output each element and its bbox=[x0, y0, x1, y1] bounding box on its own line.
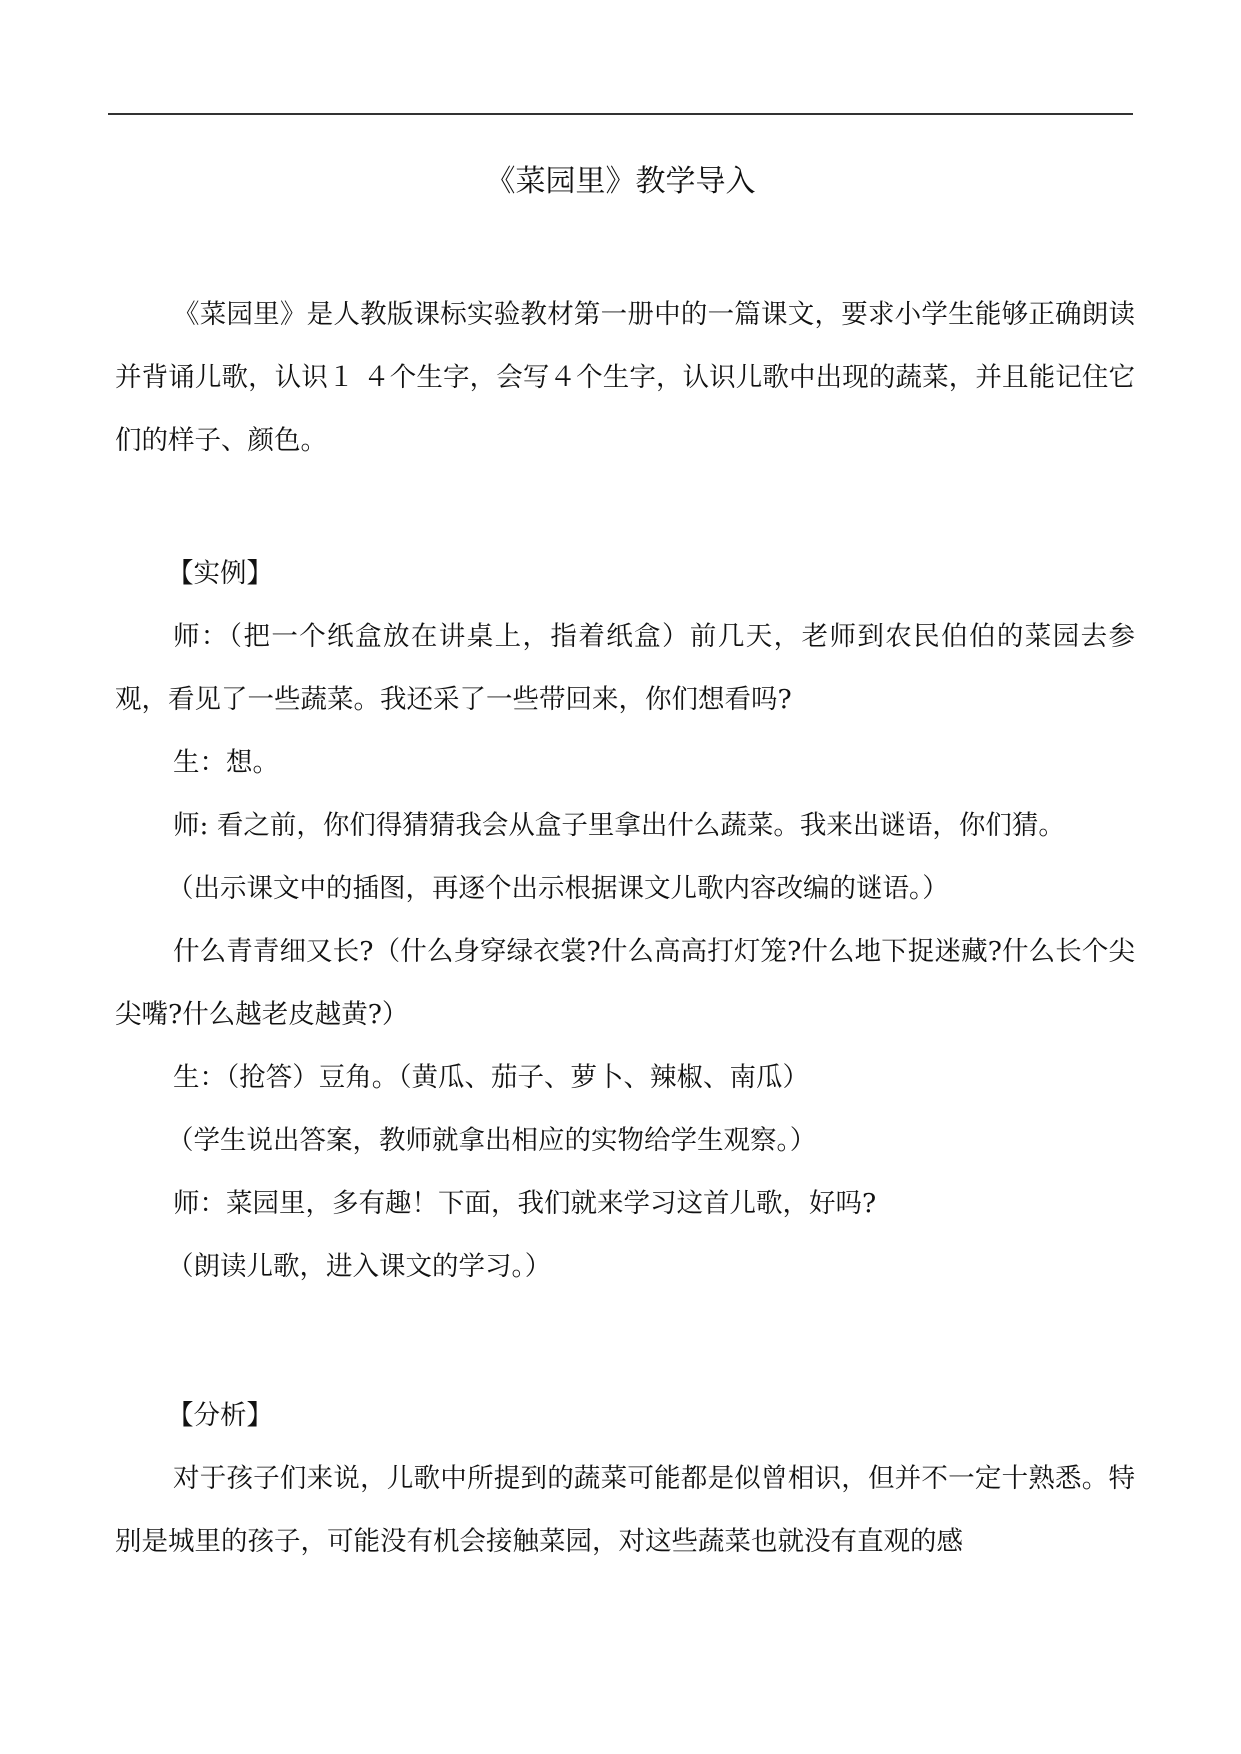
analysis-heading: 【分析】 bbox=[167, 1400, 273, 1431]
example-line-note-1: （出示课文中的插图，再逐个出示根据课文儿歌内容改编的谜语。） bbox=[167, 873, 949, 904]
example-line-note-2: （学生说出答案，教师就拿出相应的实物给学生观察。） bbox=[167, 1125, 817, 1156]
analysis-paragraph: 对于孩子们来说，儿歌中所提到的蔬菜可能都是似曾相识，但并不一定十熟悉。特别是城里的孩子，可能没有机会接触菜园，对这些蔬菜也就没有直观的感 bbox=[115, 1463, 1135, 1557]
analysis-section bbox=[115, 1384, 1135, 1573]
example-line-note-3: （朗读儿歌，进入课文的学习。） bbox=[167, 1251, 552, 1282]
example-line-teacher-3: 师：菜园里，多有趣！下面，我们就来学习这首儿歌，好吗? bbox=[173, 1188, 877, 1219]
intro-paragraph: 《菜园里》是人教版课标实验教材第一册中的一篇课文，要求小学生能够正确朗读并背诵儿歌，认识１ ４个生字，会写４个生字，认识儿歌中出现的蔬菜，并且能记住它们的样子、颜色。 bbox=[115, 299, 1135, 456]
example-heading: 【实例】 bbox=[167, 558, 273, 589]
example-line-student-2: 生：（抢答）豆角。（黄瓜、茄子、萝卜、辣椒、南瓜） bbox=[173, 1062, 809, 1093]
example-line-student-1: 生：想。 bbox=[173, 747, 279, 778]
header-rule bbox=[108, 113, 1133, 115]
example-section bbox=[115, 542, 1135, 1298]
example-line-teacher-2: 师: 看之前，你们得猜猜我会从盒子里拿出什么蔬菜。我来出谜语，你们猜。 bbox=[173, 810, 1065, 841]
intro-section bbox=[115, 283, 1135, 472]
example-line-teacher-1: 师：（把一个纸盒放在讲桌上，指着纸盒）前几天，老师到农民伯伯的菜园去参观，看见了一些蔬菜。我还采了一些带回来，你们想看吗? bbox=[115, 621, 1135, 715]
example-line-riddles: 什么青青细又长?（什么身穿绿衣裳?什么高高打灯笼?什么地下捉迷藏?什么长个尖尖嘴?什么越老皮越黄?） bbox=[115, 936, 1135, 1030]
document-title: 《菜园里》教学导入 bbox=[485, 164, 756, 199]
